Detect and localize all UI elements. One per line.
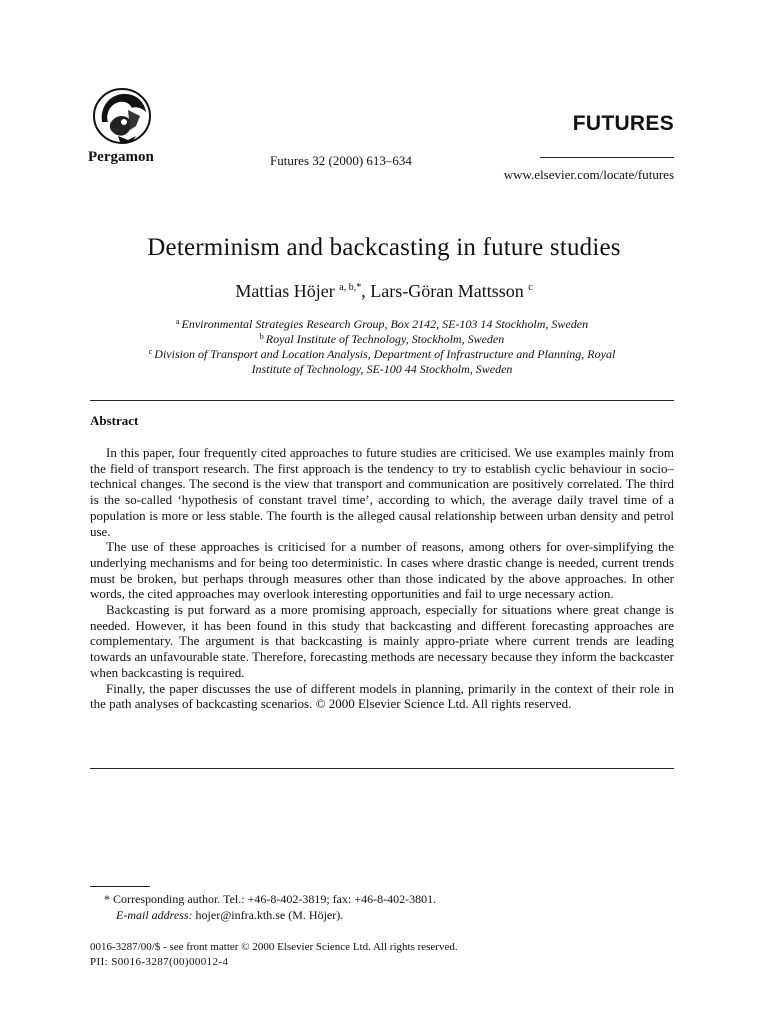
abstract-paragraph: Backcasting is put forward as a more promising approach, especially for situations where great change is needed. However, it has been found in this study that backcasting and different forecasting approaches are complementary. The argument is that backcasting is mainly appro-priate where current trends are leading towards an unfavourable state. Therefore, forecasting methods are necessary because they inform the backcaster when backcasting is required. — [90, 602, 674, 680]
journal-url[interactable]: www.elsevier.com/locate/futures — [503, 167, 674, 182]
abstract-paragraph: In this paper, four frequently cited approaches to future studies are criticised. We use examples mainly from the field of transport research. The first approach is the tendency to try to establish cyclic behaviour in socio–technical changes. The second is the view that transport and communication are positively correlated. The third is the so-called ‘hypothesis of constant travel time’, according to which, the average daily travel time of a population is more or less stable. The fourth is the alleged causal relationship between urban density and petrol use. — [90, 445, 674, 539]
email-label: E-mail address: — [116, 908, 193, 922]
abstract-top-rule — [90, 400, 674, 401]
affiliation-text: Environmental Strategies Research Group, Box 2142, SE-103 14 Stockholm, Sweden — [181, 317, 589, 331]
author-line — [0, 281, 768, 302]
author-marks: a, b,* — [339, 282, 362, 293]
copyright-block — [90, 940, 458, 970]
author-separator: , — [361, 281, 371, 301]
journal-citation: Futures 32 (2000) 613–634 — [270, 153, 412, 168]
affiliation-mark: b — [259, 332, 264, 341]
affiliation-text: Royal Institute of Technology, Stockholm, Sweden — [265, 332, 505, 346]
journal-logo: FUTURES — [572, 112, 674, 135]
publisher-name: Pergamon — [88, 149, 154, 165]
affiliation-mark: a — [175, 317, 180, 326]
abstract-heading: Abstract — [90, 413, 139, 428]
affiliation-text: Institute of Technology, SE-100 44 Stockholm, Sweden — [251, 362, 513, 376]
footnote-rule — [90, 886, 150, 887]
affiliation-mark: c — [148, 347, 153, 356]
journal-divider — [540, 157, 674, 158]
abstract-paragraph: The use of these approaches is criticised for a number of reasons, among others for over-simplifying the underlying mechanisms and for being too deterministic. In cases where drastic change is needed, current trends must be broken, but perhaps through measures other than those indicated by the above approaches. In other words, the cited approaches may overlook interesting opportunities and fail to urge necessary action. — [90, 539, 674, 602]
author-name: Lars-Göran Mattsson — [370, 281, 524, 301]
affiliation-c — [90, 344, 674, 377]
abstract-body — [90, 445, 674, 712]
pergamon-logo-icon — [88, 86, 160, 148]
footnote-corresponding: * Corresponding author. Tel.: +46-8-402-3819; fax: +46-8-402-3801. — [104, 892, 437, 906]
abstract-paragraph: Finally, the paper discusses the use of different models in planning, primarily in the context of their role in the path analyses of backcasting scenarios. © 2000 Elsevier Science Ltd. All rights reserved. — [90, 680, 674, 712]
article-title: Determinism and backcasting in future studies — [147, 234, 621, 261]
author-name: Mattias Höjer — [235, 281, 335, 301]
email-address[interactable]: hojer@infra.kth.se (M. Höjer). — [195, 908, 344, 922]
author-marks: c — [528, 282, 533, 293]
issn-line: 0016-3287/00/$ - see front matter © 2000 Elsevier Science Ltd. All rights reserved. — [90, 941, 458, 953]
pii-line: PII: S0016-3287(00)00012-4 — [90, 956, 229, 968]
footnote — [104, 891, 436, 923]
affiliation-text: Division of Transport and Location Analysis, Department of Infrastructure and Planning, Royal — [154, 347, 616, 361]
abstract-bottom-rule — [90, 768, 674, 769]
